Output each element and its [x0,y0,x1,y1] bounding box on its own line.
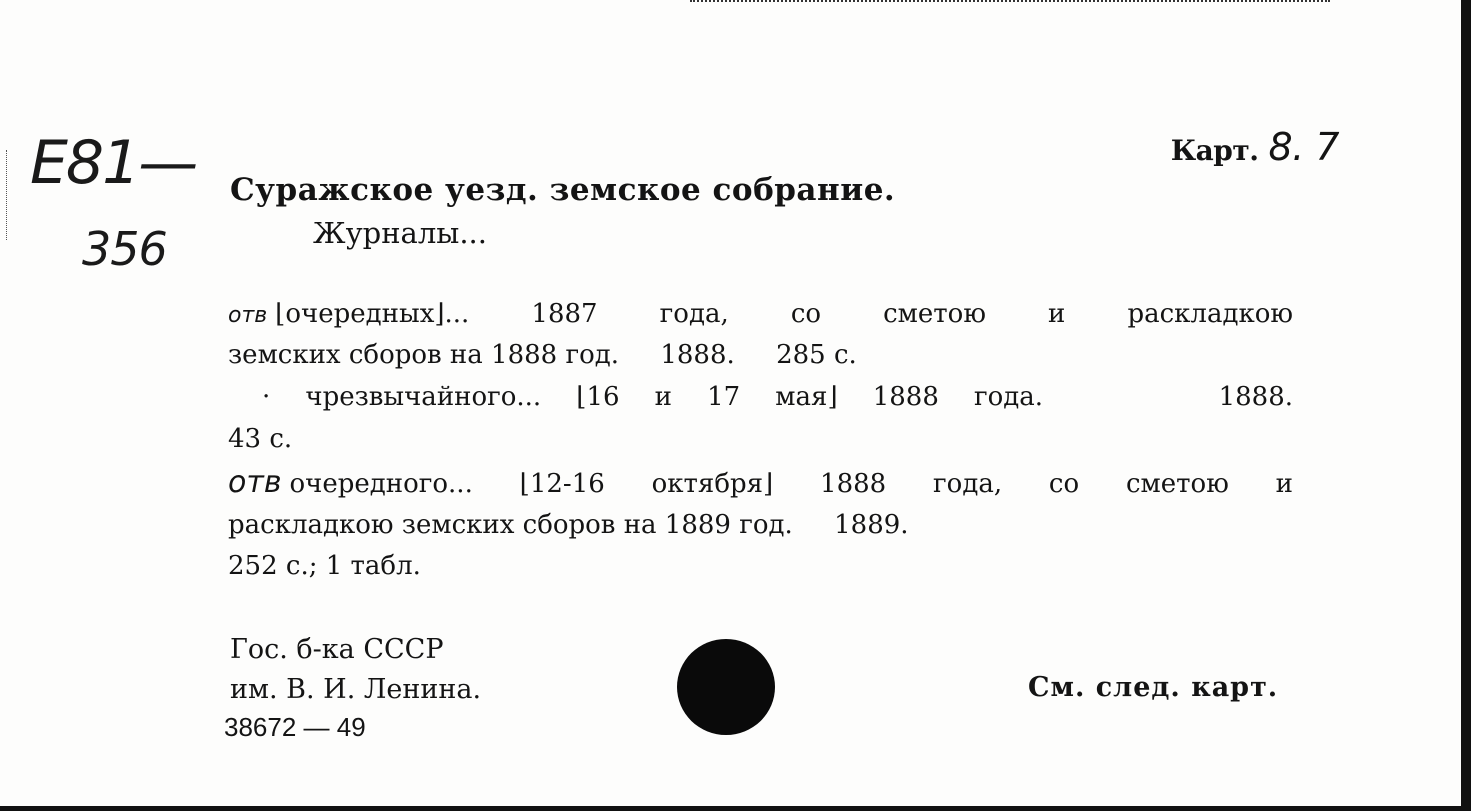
entry-2-bracket-text: ⌊ 16 и 17 мая ⌋ [576,382,837,412]
entry-1-line1-rest: ... 1887 года, со сметою и раскладкою [444,299,1293,329]
entry-2-line2: 43 с. [228,424,293,454]
library-stamp [224,630,482,744]
scan-edge-left [6,150,7,240]
entry-3-bracket-text: ⌊ 12-16 октября ⌋ [520,469,774,499]
library-line3: 38672 — 49 [224,712,366,742]
entry-1-line1 [228,295,1293,335]
entry-3-line1-b: 1888 года, со сметою и [820,469,1293,499]
library-line2: им. В. И. Ленина. [230,674,482,705]
punch-hole [677,639,775,735]
entry-1-bracket-text: ⌊ очередных ⌋ [275,299,444,329]
card-subtitle: Журналы... [313,216,487,250]
scan-edge-top [690,0,1330,5]
entry-2-prefix: · [262,382,271,412]
scan-edge-right [1461,0,1471,811]
card-number [1171,125,1339,169]
entry-3-mark: отв [228,465,282,500]
entry-1-line2: земских сборов на 1888 год. 1888. 285 с. [228,340,857,370]
entry-3-line1 [228,464,1293,503]
card-title: Суражское уезд. земское собрание. [230,172,896,208]
entry-3-line1-a: очередного... [289,469,473,499]
scan-edge-bottom [0,806,1471,811]
shelf-mark-line2: 356 [82,222,167,276]
card-number-label: Карт. [1170,134,1259,167]
shelf-mark-line1: E81— [30,128,197,198]
entry-2-line1 [262,378,1293,416]
entry-2-line1-b: 1888 года. 1888. [872,382,1294,412]
entry-3-line2: раскладкою земских сборов на 1889 год. 1889. [228,510,909,540]
entry-2-line1-a: чрезвычайного... [305,382,542,412]
entry-3-line3: 252 с.; 1 табл. [228,551,421,581]
library-line1: Гос. б-ка СССР [230,634,444,665]
card-number-value: 8. 7 [1268,125,1339,169]
see-next-card: См. след. карт. [1028,672,1279,703]
entry-1-mark: отв [228,303,268,328]
